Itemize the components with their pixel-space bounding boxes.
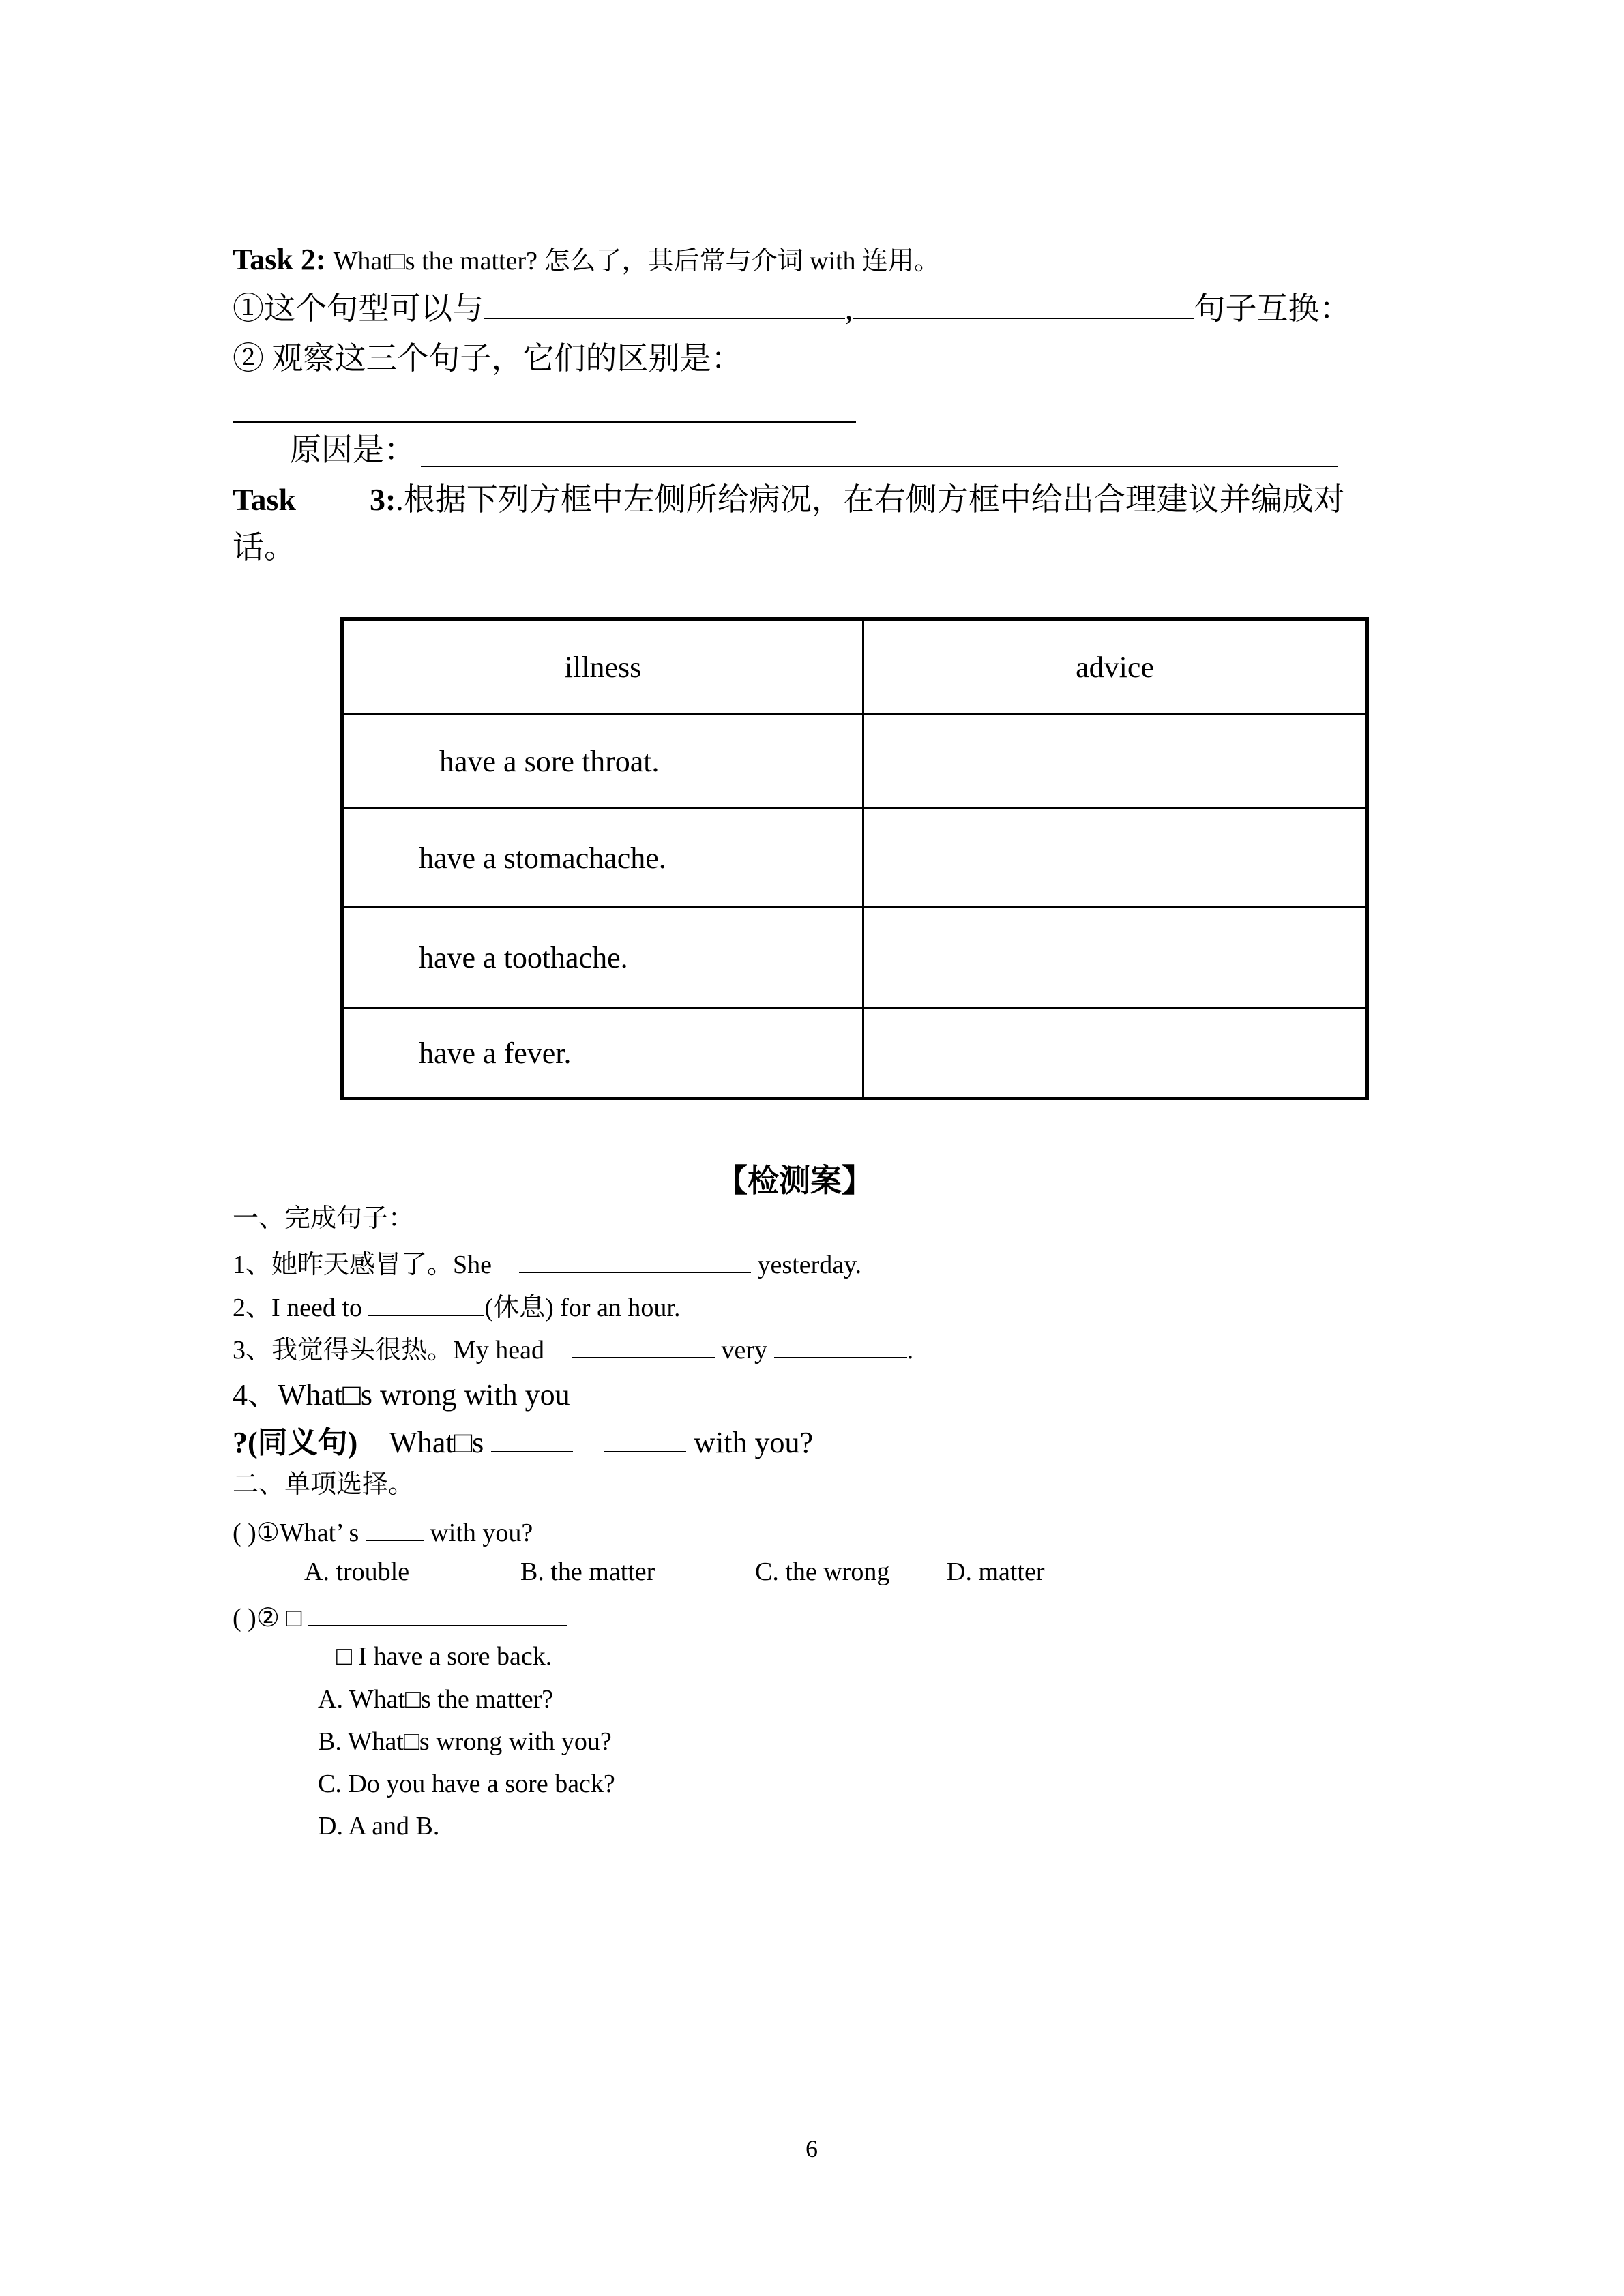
task3-label: Task — [233, 482, 296, 517]
answer-blank[interactable] — [572, 1331, 715, 1358]
answer-blank[interactable] — [774, 1331, 907, 1358]
mc-question-1 — [233, 1514, 533, 1549]
task2-q1-text: ①这个句型可以与 — [233, 291, 484, 326]
advice-cell[interactable] — [863, 809, 1368, 908]
table-row — [342, 715, 1368, 809]
part1-heading: 一、完成句子： — [233, 1204, 415, 1233]
answer-paren[interactable]: ( ) — [233, 1519, 256, 1547]
illness-cell: have a stomachache. — [342, 809, 863, 908]
mc2-option-a: A. What□s the matter? — [318, 1685, 554, 1714]
answer-blank[interactable] — [491, 1425, 573, 1452]
question-4: 4、What□s wrong with you — [233, 1378, 570, 1412]
illness-cell: have a toothache. — [342, 908, 863, 1009]
reason-label: 原因是： — [290, 432, 415, 467]
table-row — [342, 908, 1368, 1009]
mc1-option-c: C. the wrong — [755, 1557, 890, 1586]
mc-question-2 — [233, 1599, 567, 1635]
mc2-reply: □ I have a sore back. — [336, 1642, 552, 1671]
illness-cell: have a fever. — [342, 1009, 863, 1099]
question-3 — [233, 1331, 913, 1367]
q2-text: 2、I need to — [233, 1294, 362, 1322]
question-2 — [233, 1289, 681, 1324]
reason-answer-line[interactable] — [421, 466, 1338, 467]
illness-advice-table — [340, 617, 1369, 1100]
answer-blank[interactable] — [853, 292, 1194, 319]
table-row — [342, 1009, 1368, 1099]
mc1-end: with you? — [430, 1519, 533, 1547]
task2-label: Task 2: — [233, 243, 326, 276]
mc2-option-d: D. A and B. — [318, 1812, 440, 1840]
task2-q1-end: 句子互换： — [1194, 291, 1351, 326]
answer-blank[interactable] — [308, 1599, 567, 1626]
advice-cell[interactable] — [863, 715, 1368, 809]
advice-cell[interactable] — [863, 908, 1368, 1009]
mc2-option-c: C. Do you have a sore back? — [318, 1770, 615, 1798]
answer-blank[interactable] — [484, 292, 845, 319]
task3-text: .根据下列方框中左侧所给病况，在右侧方框中给出合理建议并编成对 — [396, 482, 1345, 517]
q1-text: 1、她昨天感冒了。She — [233, 1251, 492, 1279]
mc2-text: ② □ — [256, 1604, 302, 1632]
illness-cell: have a sore throat. — [342, 715, 863, 809]
answer-blank[interactable] — [519, 1246, 751, 1273]
answer-blank[interactable] — [366, 1514, 424, 1541]
section-title: 【检测案】 — [716, 1163, 873, 1198]
q1-end: yesterday. — [757, 1251, 862, 1279]
header-illness: illness — [342, 619, 863, 715]
q2-end: (休息) for an hour. — [484, 1294, 681, 1322]
page-number: 6 — [806, 2135, 818, 2162]
advice-cell[interactable] — [863, 1009, 1368, 1099]
q4-synonym-label: ?(同义句) — [233, 1426, 358, 1459]
task3-number: 3: — [369, 482, 396, 517]
q4-whats: What□s — [389, 1426, 484, 1459]
question-4-cont — [233, 1425, 813, 1461]
answer-blank[interactable] — [604, 1425, 686, 1452]
task2-text: What□s the matter? 怎么了，其后常与介词 with 连用。 — [333, 247, 941, 275]
q3-text: 3、我觉得头很热。My head — [233, 1336, 545, 1365]
comma: , — [845, 291, 853, 326]
task2-q1 — [233, 290, 1351, 327]
task3-line — [233, 481, 1345, 518]
mc1-text: ①What’ s — [256, 1519, 359, 1547]
part2-heading: 二、单项选择。 — [233, 1470, 415, 1499]
task3-text-cont: 话。 — [233, 530, 295, 565]
task2-line — [233, 242, 940, 278]
header-advice: advice — [863, 619, 1368, 715]
q3-very: very — [721, 1336, 768, 1365]
mc1-option-d: D. matter — [947, 1557, 1045, 1586]
task2-q2: ② 观察这三个句子，它们的区别是： — [233, 341, 743, 376]
table-row — [342, 809, 1368, 908]
answer-blank[interactable] — [368, 1289, 484, 1316]
task2-reason — [290, 431, 415, 468]
question-1 — [233, 1246, 861, 1281]
q4-end: with you? — [694, 1426, 814, 1459]
answer-paren[interactable]: ( ) — [233, 1604, 256, 1632]
answer-line[interactable] — [233, 421, 856, 423]
mc2-option-b: B. What□s wrong with you? — [318, 1727, 612, 1756]
mc1-option-a: A. trouble — [304, 1557, 410, 1586]
table-header-row — [342, 619, 1368, 715]
q3-period: . — [906, 1336, 914, 1365]
mc1-option-b: B. the matter — [520, 1557, 655, 1586]
